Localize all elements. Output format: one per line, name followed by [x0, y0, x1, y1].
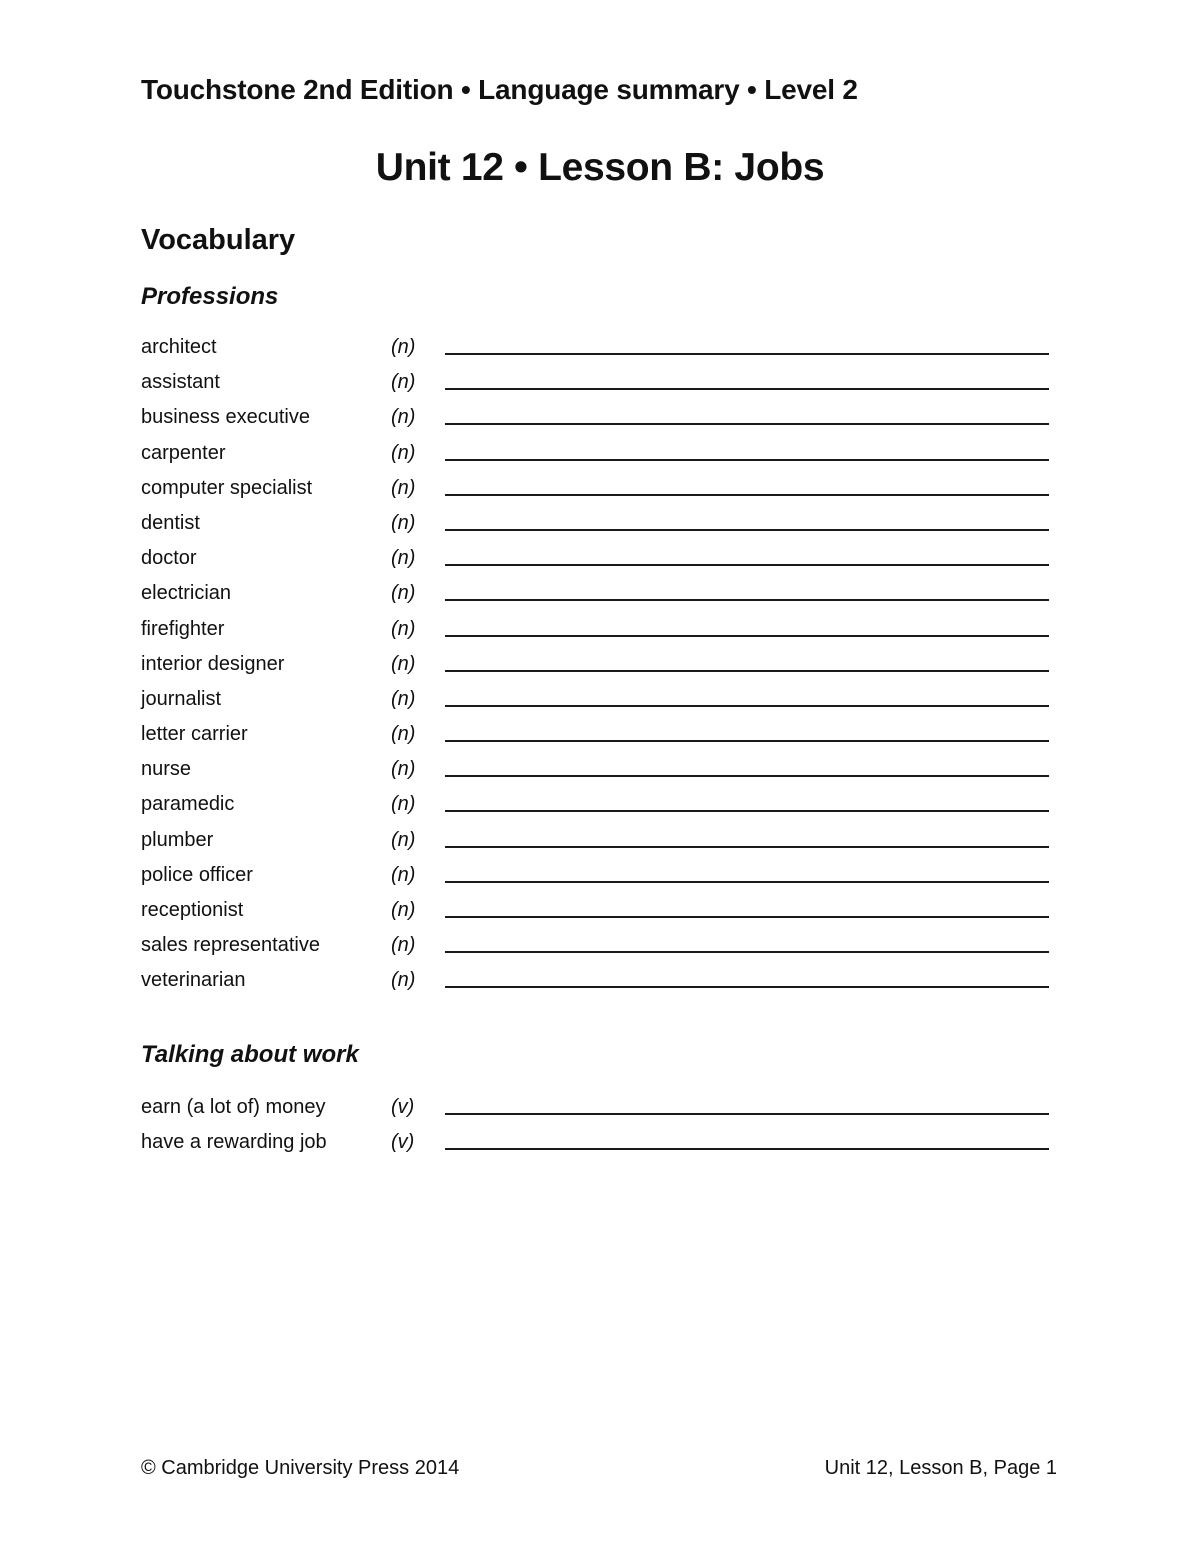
vocab-term: business executive — [141, 406, 310, 429]
talking-about-work-heading: Talking about work — [141, 1041, 359, 1068]
vocab-term: firefighter — [141, 617, 225, 640]
part-of-speech: (n) — [391, 441, 416, 464]
answer-line[interactable] — [445, 846, 1049, 848]
answer-line[interactable] — [445, 705, 1049, 707]
answer-line[interactable] — [445, 951, 1049, 953]
vocab-row — [141, 686, 1051, 721]
answer-line[interactable] — [445, 635, 1049, 637]
vocab-row — [141, 369, 1051, 404]
vocab-term: nurse — [141, 758, 192, 781]
vocab-row — [141, 1094, 1051, 1129]
page-reference: Unit 12, Lesson B, Page 1 — [824, 1457, 1057, 1479]
vocab-term: paramedic — [141, 793, 235, 816]
vocab-row — [141, 827, 1051, 862]
vocab-term: receptionist — [141, 899, 244, 921]
vocab-row — [141, 721, 1051, 756]
vocab-row — [141, 616, 1051, 651]
vocab-row — [141, 510, 1051, 545]
vocab-row — [141, 545, 1051, 580]
vocab-row — [141, 932, 1051, 967]
vocab-row — [141, 440, 1051, 475]
part-of-speech: (n) — [391, 687, 416, 710]
answer-line[interactable] — [445, 881, 1049, 883]
vocab-row — [141, 862, 1051, 897]
vocab-row — [141, 580, 1051, 615]
vocab-row — [141, 334, 1051, 369]
answer-line[interactable] — [445, 986, 1049, 988]
vocab-term: assistant — [141, 371, 220, 394]
part-of-speech: (n) — [391, 793, 416, 816]
talking-about-work-list — [141, 1094, 1051, 1164]
answer-line[interactable] — [445, 423, 1049, 425]
vocab-row — [141, 1129, 1051, 1164]
vocab-row — [141, 404, 1051, 439]
vocab-term: earn (a lot of) money — [141, 1096, 326, 1118]
part-of-speech: (n) — [391, 547, 416, 570]
part-of-speech: (n) — [391, 934, 416, 957]
vocab-term: plumber — [141, 828, 214, 851]
answer-line[interactable] — [445, 529, 1049, 531]
professions-heading: Professions — [141, 283, 279, 310]
part-of-speech: (n) — [391, 476, 416, 499]
vocab-term: have a rewarding job — [141, 1131, 327, 1154]
answer-line[interactable] — [445, 670, 1049, 672]
part-of-speech: (n) — [391, 652, 416, 675]
vocab-term: police officer — [141, 863, 253, 886]
answer-line[interactable] — [445, 353, 1049, 355]
vocab-term: sales representative — [141, 934, 320, 957]
vocab-row — [141, 791, 1051, 826]
part-of-speech: (n) — [391, 969, 416, 992]
answer-line[interactable] — [445, 599, 1049, 601]
part-of-speech: (n) — [391, 899, 416, 921]
vocab-row — [141, 756, 1051, 791]
vocab-row — [141, 475, 1051, 510]
part-of-speech: (v) — [391, 1096, 415, 1118]
answer-line[interactable] — [445, 916, 1049, 918]
vocab-term: computer specialist — [141, 476, 313, 499]
part-of-speech: (n) — [391, 406, 416, 429]
answer-line[interactable] — [445, 564, 1049, 566]
answer-line[interactable] — [445, 388, 1049, 390]
vocab-term: doctor — [141, 547, 197, 570]
vocab-row — [141, 897, 1051, 932]
answer-line[interactable] — [445, 810, 1049, 812]
copyright-notice: © Cambridge University Press 2014 — [141, 1457, 460, 1479]
vocab-term: electrician — [141, 582, 232, 605]
part-of-speech: (n) — [391, 511, 416, 534]
page-title: Unit 12 • Lesson B: Jobs — [375, 146, 825, 189]
vocab-term: letter carrier — [141, 723, 248, 746]
answer-line[interactable] — [445, 740, 1049, 742]
vocab-row — [141, 651, 1051, 686]
part-of-speech: (n) — [391, 617, 416, 640]
vocab-row — [141, 967, 1051, 1002]
answer-line[interactable] — [445, 494, 1049, 496]
answer-line[interactable] — [445, 775, 1049, 777]
part-of-speech: (n) — [391, 863, 416, 886]
vocabulary-heading: Vocabulary — [141, 224, 296, 256]
vocab-term: journalist — [141, 687, 222, 710]
part-of-speech: (v) — [391, 1131, 415, 1154]
vocab-term: architect — [141, 336, 217, 358]
part-of-speech: (n) — [391, 582, 416, 605]
part-of-speech: (n) — [391, 336, 416, 358]
vocab-term: carpenter — [141, 441, 226, 464]
vocab-term: veterinarian — [141, 969, 246, 992]
vocab-term: dentist — [141, 511, 200, 534]
vocab-term: interior designer — [141, 652, 285, 675]
series-title: Touchstone 2nd Edition • Language summary • Level 2 — [141, 74, 858, 105]
part-of-speech: (n) — [391, 371, 416, 394]
part-of-speech: (n) — [391, 828, 416, 851]
answer-line[interactable] — [445, 1113, 1049, 1115]
answer-line[interactable] — [445, 1148, 1049, 1150]
part-of-speech: (n) — [391, 758, 416, 781]
answer-line[interactable] — [445, 459, 1049, 461]
part-of-speech: (n) — [391, 723, 416, 746]
professions-list — [141, 334, 1051, 1003]
